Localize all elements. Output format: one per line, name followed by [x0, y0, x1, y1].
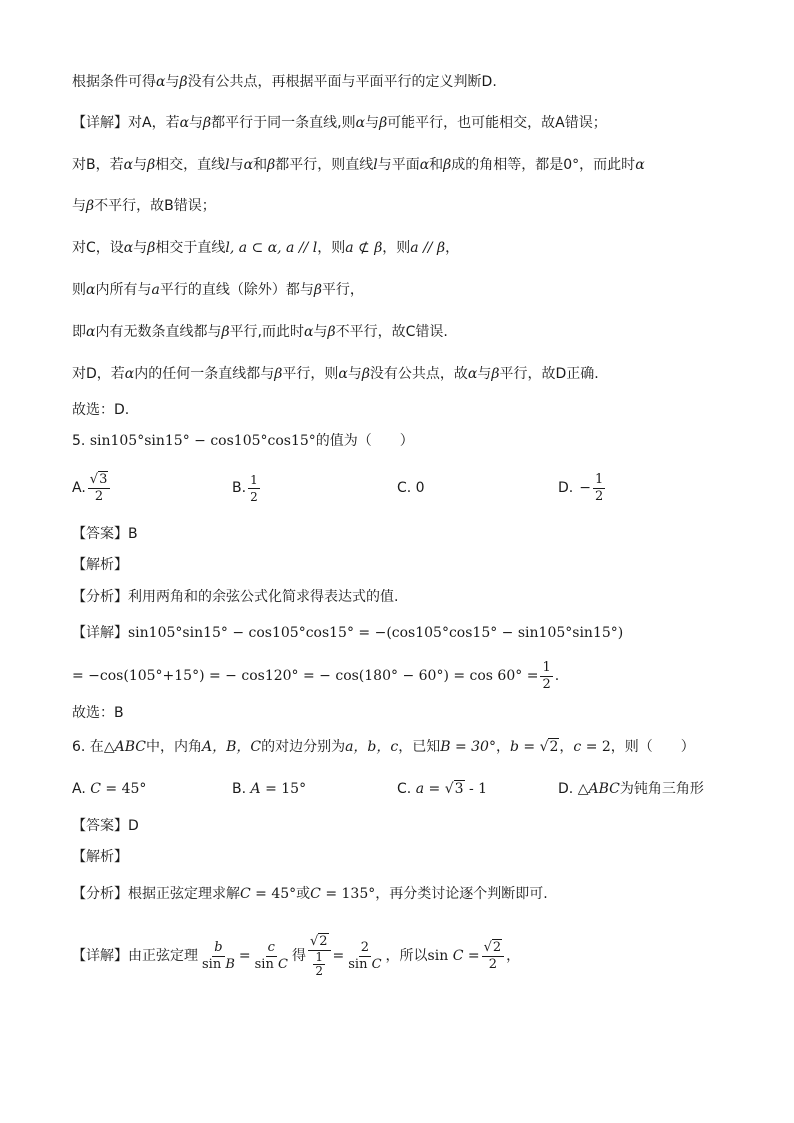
text: 与	[72, 198, 86, 214]
math: = 135°	[320, 886, 376, 902]
text: ，再分类讨论逐个判断即可.	[375, 886, 548, 902]
text: 不平行，故B错误；	[94, 198, 216, 214]
detail-line	[72, 928, 520, 984]
math: α	[338, 366, 348, 382]
text: 和	[429, 157, 444, 173]
text: 与	[165, 74, 180, 90]
math: = √3 - 1	[424, 781, 488, 797]
option-c: C. 0	[397, 480, 425, 496]
math: β	[327, 324, 336, 340]
math: α	[304, 324, 314, 340]
option-b	[232, 468, 262, 508]
math: a	[415, 781, 425, 797]
text: 即	[72, 324, 86, 340]
text: ，	[445, 240, 460, 256]
jiexi-label: 【解析】	[72, 557, 128, 573]
math-expression: = −cos(105°+15°) = − cos120° = − cos(180° − 60°) = cos 60° =	[72, 668, 539, 684]
text-line	[72, 196, 216, 216]
fraction: $\frac{1}{2}$	[594, 471, 604, 504]
detail-line	[72, 623, 623, 643]
math: α	[123, 240, 134, 256]
text: 与	[229, 157, 244, 173]
text: ，则	[382, 240, 411, 256]
math: l	[225, 157, 230, 173]
text-line	[72, 322, 448, 342]
text: 与	[133, 240, 148, 256]
text: 的对边分别为	[261, 739, 346, 755]
text: 平行,而此时	[229, 324, 305, 340]
option-label: C.	[397, 781, 412, 797]
math: B = 30°	[440, 739, 496, 755]
text: 与	[133, 157, 148, 173]
text: 与	[189, 115, 204, 131]
math-expression: sin105°sin15° − cos105°cos15° = −(cos105°cos15° − sin105°sin15°)	[128, 625, 624, 641]
fraction: $\frac{b}{\text{sin B}}$	[202, 939, 235, 972]
text: 中，内角	[145, 739, 202, 755]
option-label: D.	[558, 480, 574, 496]
option-b	[232, 779, 306, 799]
text-line	[72, 238, 459, 258]
text: 没有公共点，故	[369, 366, 468, 382]
math: α	[123, 157, 134, 173]
text: 对D，若	[72, 366, 125, 382]
answer-choice-text: 故选：B	[72, 705, 124, 721]
text: ，	[506, 948, 521, 964]
math: l, a ⊂ α, a // l	[225, 240, 318, 256]
text: 或	[296, 886, 311, 902]
text: 相交，直线	[155, 157, 226, 173]
option-label: B.	[232, 781, 247, 797]
text: .	[554, 668, 560, 684]
option-a	[72, 779, 146, 799]
text: ，则	[317, 240, 346, 256]
text: 得	[291, 948, 306, 964]
math: β	[86, 198, 95, 214]
text: 内的任何一条直线都与	[134, 366, 275, 382]
text: 成的角相等，都是0°，而此时	[451, 157, 636, 173]
math: β	[267, 157, 276, 173]
fraction: $\frac{1}{2}$	[250, 472, 258, 504]
math: β	[147, 157, 156, 173]
math: b = √2	[509, 739, 559, 755]
jiexi-label: 【解析】	[72, 849, 128, 865]
text: 的值为（ ）	[315, 433, 414, 449]
question-number: 5.	[72, 433, 86, 449]
math: β	[274, 366, 283, 382]
text: ，所以	[385, 948, 428, 964]
text: ，	[495, 739, 510, 755]
math: α	[124, 366, 135, 382]
math: α	[467, 366, 478, 382]
math: =	[238, 948, 251, 964]
text: 可能平行，也可能相交，故A错误；	[387, 115, 607, 131]
text: 都平行于同一条直线,则	[211, 115, 356, 131]
fraction: $\frac{2}{\text{sin C}}$	[348, 939, 382, 972]
math: β	[147, 240, 156, 256]
option-label: B.	[232, 480, 247, 496]
detail-tag: 【详解】由正弦定理	[72, 948, 198, 964]
math: sin C =	[427, 948, 480, 964]
text: 对A，若	[128, 115, 180, 131]
math: α	[156, 74, 166, 90]
math: a，b，c	[345, 739, 399, 755]
text: 平行，则	[282, 366, 339, 382]
math: α	[86, 324, 96, 340]
detail-tag: 【详解】	[72, 625, 128, 641]
answer-choice-text: 故选：D.	[72, 402, 130, 418]
math: C	[310, 886, 321, 902]
option-d	[558, 779, 704, 799]
text: 没有公共点，再根据平面与平面平行的定义判断D.	[187, 74, 497, 90]
question-5	[72, 431, 414, 451]
math: β	[179, 74, 188, 90]
answer-label: 【答案】D	[72, 818, 139, 834]
text-line	[72, 113, 607, 133]
text: 内所有与	[95, 282, 152, 298]
text: 与	[347, 366, 362, 382]
math: α	[86, 282, 96, 298]
text: 内有无数条直线都与	[95, 324, 222, 340]
math: α	[243, 157, 254, 173]
text: 相交于直线	[155, 240, 226, 256]
text: 与平面	[377, 157, 420, 173]
option-d	[558, 468, 607, 508]
math: a	[151, 282, 160, 298]
math: = 45°	[250, 886, 297, 902]
math: β	[203, 115, 212, 131]
math: C	[240, 886, 251, 902]
text: ，则（ ）	[610, 739, 695, 755]
text: 都平行，则直线	[275, 157, 374, 173]
detail-line-2	[72, 656, 559, 696]
detail-tag: 【详解】	[72, 115, 128, 131]
math: a ⊄ β	[345, 240, 383, 256]
option-label: A.	[72, 480, 86, 496]
text-line	[72, 72, 497, 92]
fraction: $\frac{√2}{\frac{1}{2}}$	[308, 934, 331, 978]
text: 与	[477, 366, 492, 382]
text: 与	[313, 324, 328, 340]
text: ，已知	[398, 739, 441, 755]
math: β	[379, 115, 388, 131]
text: 和	[253, 157, 268, 173]
math: β	[491, 366, 500, 382]
text: 与	[365, 115, 380, 131]
math: β	[361, 366, 370, 382]
math: = 2	[581, 739, 611, 755]
text: 平行的直线（除外）都与	[159, 282, 314, 298]
math: c	[573, 739, 582, 755]
question-6	[72, 737, 695, 757]
question-number: 6. 在	[72, 739, 104, 755]
analysis-text	[72, 884, 548, 904]
math: A	[250, 781, 261, 797]
analysis-text: 【分析】利用两角和的余弦公式化简求得表达式的值.	[72, 589, 399, 605]
math: A，B，C	[201, 739, 262, 755]
text: 则	[72, 282, 86, 298]
math: l	[373, 157, 378, 173]
fraction: $\frac{1}{2}$	[542, 659, 551, 692]
text: 平行，故D正确.	[499, 366, 599, 382]
math: α	[179, 115, 190, 131]
text-line	[72, 155, 645, 175]
math: α	[419, 157, 430, 173]
text: 对C，设	[72, 240, 124, 256]
fraction: $\frac{√3}{2}$	[88, 472, 111, 505]
option-a	[72, 468, 112, 508]
text: ，	[559, 739, 574, 755]
answer-label: 【答案】B	[72, 526, 138, 542]
option-label: D.	[558, 781, 574, 797]
text: 对B，若	[72, 157, 124, 173]
math: △ABC	[577, 781, 620, 797]
math: α	[635, 157, 645, 173]
text: 为钝角三角形	[619, 781, 704, 797]
math: = 15°	[260, 781, 307, 797]
math: △ABC	[103, 739, 146, 755]
text: 不平行，故C错误.	[335, 324, 448, 340]
option-c	[397, 779, 487, 799]
math: =	[332, 948, 345, 964]
option-label: A.	[72, 781, 86, 797]
fraction: $\frac{√2}{2}$	[482, 940, 505, 973]
math: a // β	[410, 240, 446, 256]
text: 【分析】根据正弦定理求解	[72, 886, 240, 902]
text: 根据条件可得	[72, 74, 156, 90]
math: β	[313, 282, 322, 298]
text: 平行，	[321, 282, 364, 298]
math: α	[355, 115, 366, 131]
text-line	[72, 280, 364, 300]
math-expression: sin105°sin15° − cos105°cos15°	[89, 433, 316, 449]
math: −	[579, 480, 591, 496]
math: β	[443, 157, 452, 173]
fraction: $\frac{c}{\text{sin C}}$	[254, 939, 288, 972]
math: = 45°	[100, 781, 147, 797]
math: C	[90, 781, 101, 797]
math: β	[221, 324, 230, 340]
text-line	[72, 364, 599, 384]
